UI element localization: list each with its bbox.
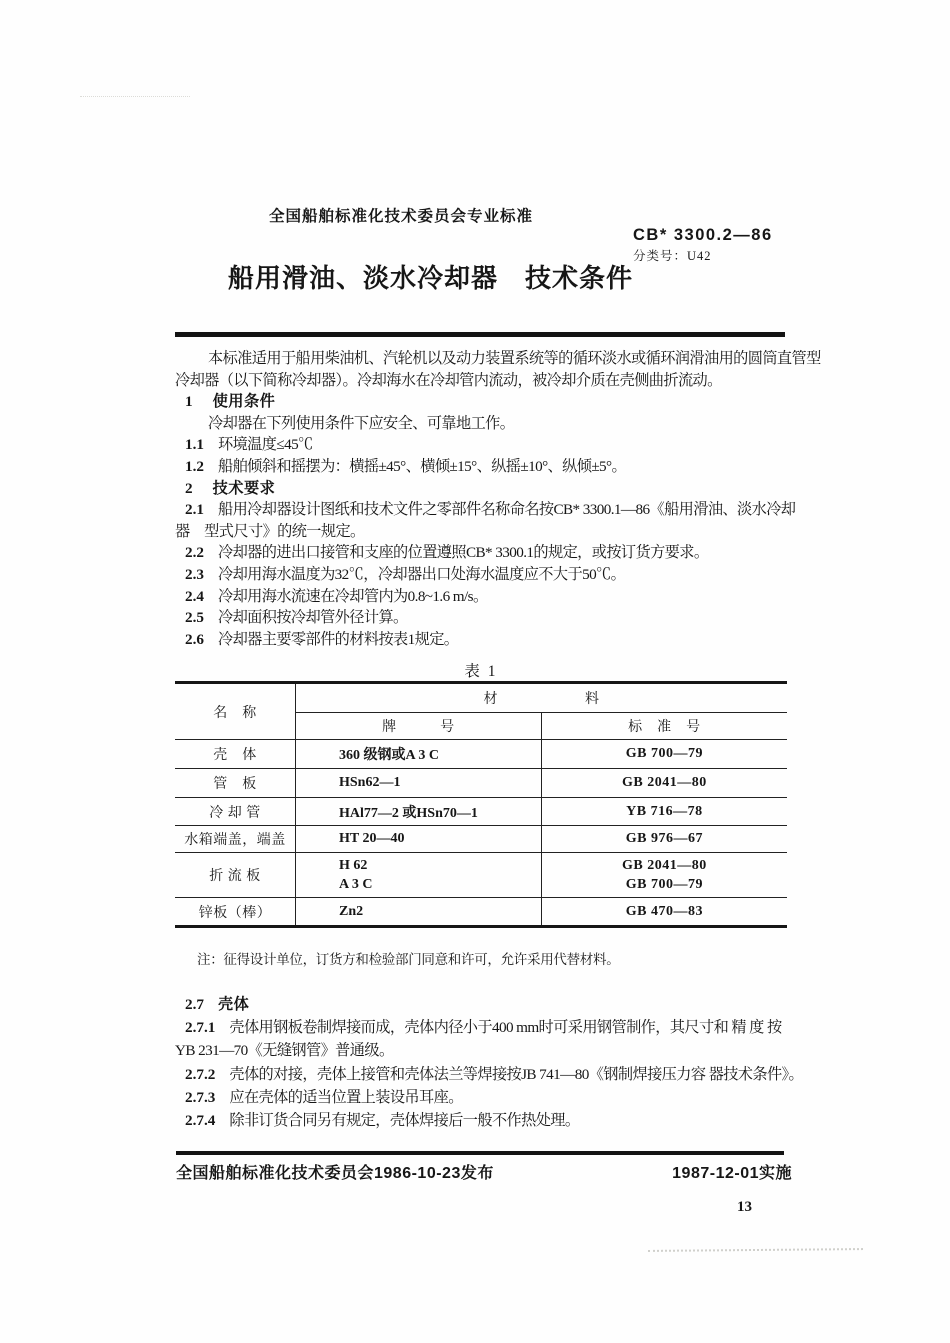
clause-2-7-4 bbox=[175, 1109, 797, 1132]
section-number: 1 bbox=[185, 393, 193, 411]
clause-text: 壳体的对接，壳体上接管和壳体法兰等焊接按JB 741—80《钢制焊接压力容 器技术条件》。 bbox=[229, 1065, 804, 1083]
clause-text: 冷却面积按冷却管外径计算。 bbox=[217, 609, 408, 627]
footer-issued-by: 全国船舶标准化技术委员会1986-10-23发布 bbox=[176, 1165, 494, 1182]
cell-part-name: 管 板 bbox=[175, 769, 296, 798]
clause-number: 2.1 bbox=[185, 501, 204, 519]
cell-standard-line: GB 700—79 bbox=[625, 877, 703, 892]
clause-text: 冷却用海水流速在冷却管内为0.8~1.6 m/s。 bbox=[217, 587, 488, 605]
clause-2-7-2 bbox=[175, 1063, 804, 1086]
cell-part-name: 壳 体 bbox=[175, 740, 296, 769]
body-text-block bbox=[175, 348, 821, 650]
cell-grade bbox=[296, 853, 542, 898]
column-header-grade: 牌 号 bbox=[296, 713, 542, 740]
clause-1-1 bbox=[175, 434, 797, 456]
cell-grade: HAl77—2 或HSn70—1 bbox=[296, 798, 542, 826]
clause-text: 船用冷却器设计图纸和技术文件之零部件名称命名按CB* 3300.1—86《船用滑油、淡水冷却 bbox=[217, 501, 796, 519]
clause-number: 1.1 bbox=[185, 436, 204, 454]
clause-1-2 bbox=[175, 456, 797, 478]
section-number: 2.7 bbox=[185, 996, 204, 1013]
clause-2-6 bbox=[175, 629, 797, 651]
table-note: 注：征得设计单位，订货方和检验部门同意和许可，允许采用代替材料。 bbox=[197, 952, 620, 967]
intro-line: 冷却器（以下简称冷却器）。冷却海水在冷却管内流动，被冷却介质在壳侧曲折流动。 bbox=[175, 371, 722, 389]
clause-number: 2.7.2 bbox=[185, 1065, 216, 1083]
clause-2-4 bbox=[175, 586, 797, 608]
table-caption: 表 1 bbox=[464, 663, 498, 680]
clause-2-1-continuation: 器 型式尺寸》的统一规定。 bbox=[175, 522, 365, 540]
cell-part-name: 折 流 板 bbox=[175, 853, 296, 898]
section-2-7-block bbox=[175, 993, 804, 1132]
clause-number: 2.6 bbox=[185, 630, 204, 648]
org-standard-line: 全国船舶标准化技术委员会专业标准 bbox=[269, 208, 534, 225]
column-header-name: 名 称 bbox=[213, 705, 257, 721]
clause-number: 2.7.1 bbox=[185, 1019, 216, 1037]
clause-text: 冷却器主要零部件的材料按表1规定。 bbox=[217, 630, 459, 648]
scan-speckle bbox=[80, 96, 190, 97]
table-row bbox=[175, 853, 787, 898]
footer-divider-rule bbox=[176, 1151, 784, 1155]
cell-standard: GB 470—83 bbox=[541, 898, 787, 927]
table-row bbox=[175, 740, 787, 769]
clause-2-7-1-continuation: YB 231—70《无缝钢管》普通级。 bbox=[175, 1042, 394, 1060]
clause-number: 2.4 bbox=[185, 587, 204, 605]
cell-part-name: 冷 却 管 bbox=[175, 798, 296, 826]
clause-2-1 bbox=[175, 499, 797, 521]
standard-code-block bbox=[633, 226, 773, 264]
table-row bbox=[175, 798, 787, 826]
standard-code: CB* 3300.2—86 bbox=[633, 226, 773, 244]
clause-2-5 bbox=[175, 607, 797, 629]
page-number: 13 bbox=[737, 1199, 752, 1215]
section-2-7-heading bbox=[175, 993, 797, 1016]
footer-implementation-date: 1987-12-01实施 bbox=[672, 1165, 792, 1182]
cell-grade: 360 级钢或A 3 C bbox=[296, 740, 542, 769]
table-row bbox=[175, 826, 787, 853]
section-title: 壳体 bbox=[217, 996, 250, 1013]
cell-part-name: 水箱端盖，端盖 bbox=[175, 826, 296, 853]
clause-number: 2.7.4 bbox=[185, 1112, 216, 1130]
clause-number: 1.2 bbox=[185, 457, 204, 475]
cell-grade: HSn62—1 bbox=[296, 769, 542, 798]
clause-2-3 bbox=[175, 564, 797, 586]
clause-text: 冷却器的进出口接管和支座的位置遵照CB* 3300.1的规定，或按订货方要求。 bbox=[217, 544, 709, 562]
clause-text: 应在壳体的适当位置上装设吊耳座。 bbox=[229, 1088, 463, 1106]
section-1-heading bbox=[175, 391, 797, 413]
table-row bbox=[175, 769, 787, 798]
table-header-row bbox=[175, 683, 787, 713]
cell-standard-line: GB 2041—80 bbox=[622, 858, 707, 873]
classification-number: 分类号：U42 bbox=[633, 249, 712, 263]
clause-number: 2.3 bbox=[185, 565, 204, 583]
column-header-material: 材 料 bbox=[296, 683, 788, 713]
column-header-standard: 标 准 号 bbox=[541, 713, 787, 740]
clause-2-7-1 bbox=[175, 1016, 797, 1039]
clause-2-2 bbox=[175, 542, 797, 564]
cell-grade-line: H 62 bbox=[339, 858, 368, 873]
clause-line: 冷却器在下列使用条件下应安全、可靠地工作。 bbox=[208, 414, 515, 432]
clause-text: 环境温度≤45℃ bbox=[217, 436, 313, 454]
clause-text: 壳体用钢板卷制焊接而成，壳体内径小于400 mm时可采用钢管制作，其尺寸和 精 度 按 bbox=[229, 1019, 782, 1037]
cell-standard: GB 2041—80 bbox=[541, 769, 787, 798]
cell-part-name: 锌板（棒） bbox=[175, 898, 296, 927]
cell-grade: Zn2 bbox=[296, 898, 542, 927]
cell-standard: GB 976—67 bbox=[541, 826, 787, 853]
clause-text: 除非订货合同另有规定，壳体焊接后一般不作热处理。 bbox=[229, 1112, 580, 1130]
cell-standard: YB 716—78 bbox=[541, 798, 787, 826]
intro-line: 本标准适用于船用柴油机、汽轮机以及动力装置系统等的循环淡水或循环润滑油用的圆筒直管型 bbox=[208, 350, 821, 367]
clause-2-7-3 bbox=[175, 1086, 797, 1109]
clause-text: 冷却用海水温度为32℃，冷却器出口处海水温度应不大于50℃。 bbox=[217, 565, 626, 583]
clause-number: 2.5 bbox=[185, 609, 204, 627]
title-divider-rule bbox=[175, 332, 785, 337]
materials-table bbox=[175, 681, 787, 928]
clause-number: 2.2 bbox=[185, 544, 204, 562]
document-title: 船用滑油、淡水冷却器 技术条件 bbox=[228, 263, 634, 293]
clause-number: 2.7.3 bbox=[185, 1088, 216, 1106]
section-title: 技术要求 bbox=[212, 479, 276, 497]
cell-standard: GB 700—79 bbox=[541, 740, 787, 769]
clause-text: 船舶倾斜和摇摆为：横摇±45°、横倾±15°、纵摇±10°、纵倾±5°。 bbox=[217, 457, 627, 475]
section-number: 2 bbox=[185, 479, 193, 497]
cell-grade: HT 20—40 bbox=[296, 826, 542, 853]
section-title: 使用条件 bbox=[212, 393, 276, 411]
table-row bbox=[175, 898, 787, 927]
cell-standard bbox=[541, 853, 787, 898]
scan-smudge bbox=[648, 1248, 863, 1252]
cell-grade-line: A 3 C bbox=[339, 877, 373, 892]
section-2-heading bbox=[175, 478, 797, 500]
